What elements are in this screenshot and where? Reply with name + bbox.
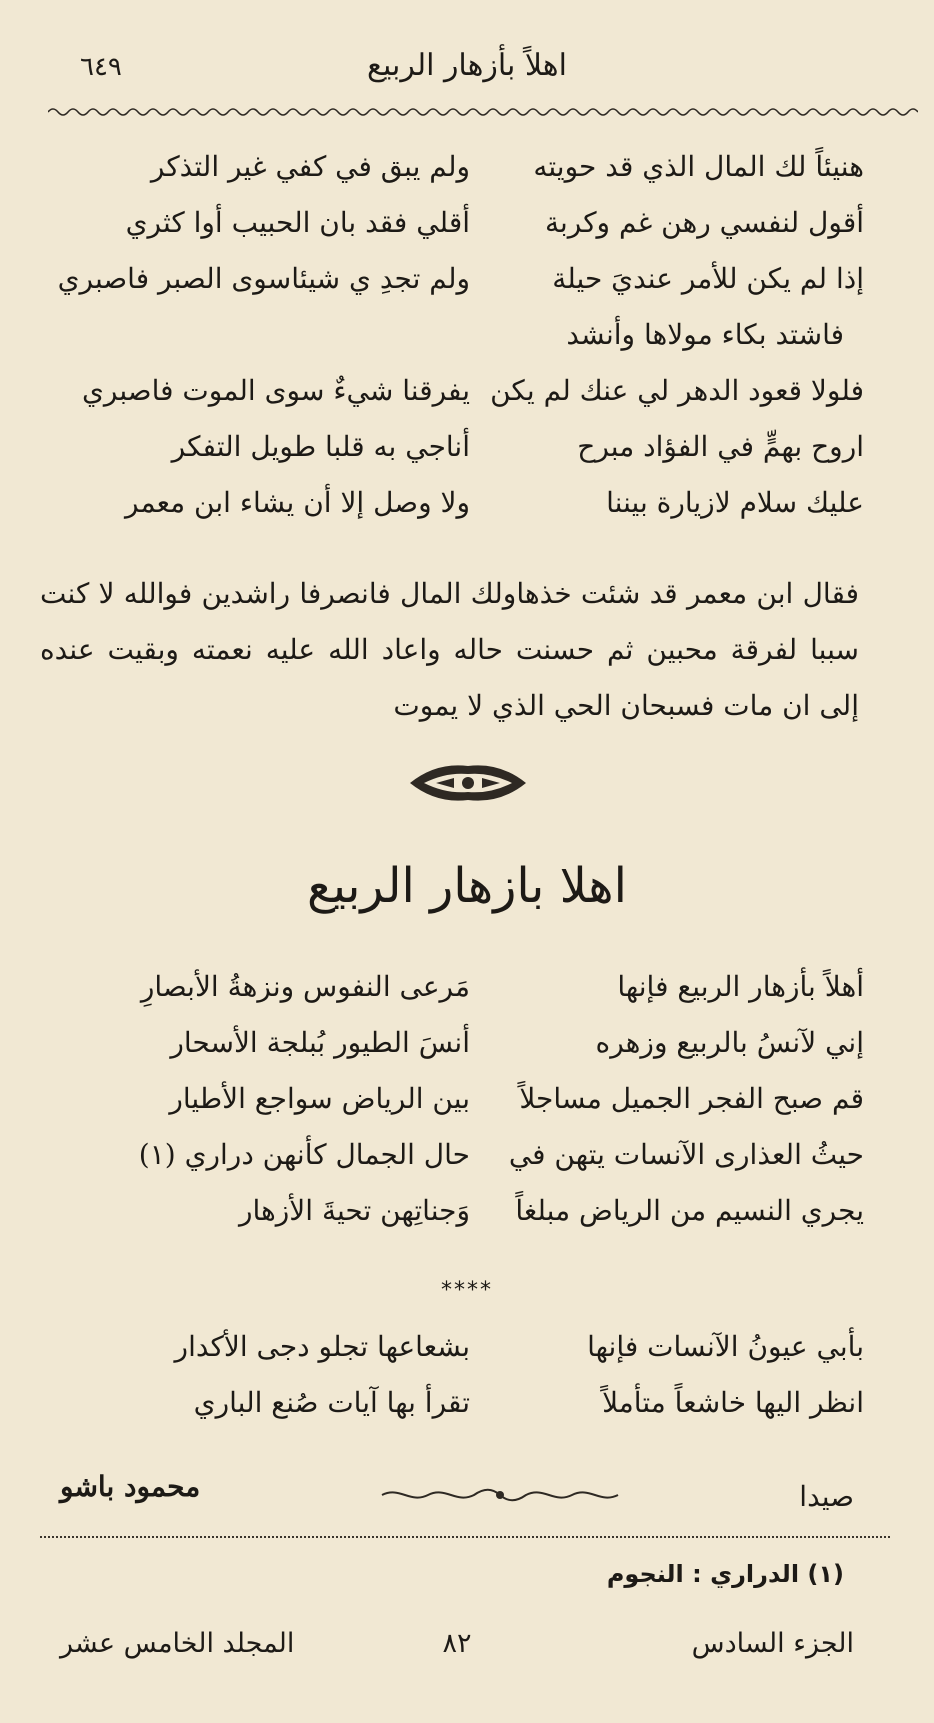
verse — [70, 150, 864, 206]
hemistich-right: فلولا قعود الدهر لي عنك لم يكن — [490, 374, 864, 407]
signature-row — [60, 1470, 854, 1516]
page-footer — [60, 1628, 854, 1668]
poem-spring — [70, 970, 864, 1250]
flourish-ornament — [380, 1484, 620, 1506]
hemistich-right: انظر اليها خاشعاً متأملاً — [602, 1386, 864, 1419]
hemistich-left: ولم تجدِ ي شيئاسوى الصبر فاصبري — [57, 262, 470, 295]
verse — [70, 1386, 864, 1442]
hemistich-right: بأبي عيونُ الآنسات فإنها — [587, 1330, 864, 1363]
hemistich-left: تقرأ بها آيات صُنع الباري — [193, 1386, 470, 1419]
hemistich-left: حال الجمال كأنهن دراري (١) — [138, 1138, 470, 1171]
hemistich-right: إذا لم يكن للأمر عنديَ حيلة — [552, 262, 864, 295]
prose-line — [70, 318, 864, 374]
wavy-rule — [48, 104, 918, 120]
hemistich-right: حيثُ العذارى الآنسات يتهن في — [508, 1138, 864, 1171]
footnote: (١) الدراري : النجوم — [606, 1560, 844, 1588]
footer-part: الجزء السادس — [691, 1628, 854, 1659]
hemistich-right: يجري النسيم من الرياض مبلغاً — [515, 1194, 864, 1227]
verse — [70, 486, 864, 542]
dotted-rule — [40, 1536, 890, 1538]
hemistich-left: وَجناتِهن تحيةَ الأزهار — [238, 1194, 470, 1227]
footer-issue-number: ٨٢ — [442, 1628, 472, 1659]
running-title: اهلاً بأزهار الربيع — [367, 48, 567, 83]
running-header — [50, 40, 884, 90]
hemistich-left: أناجي به قلبا طويل التفكر — [171, 430, 470, 463]
section-heading: اهلا بازهار الربيع — [307, 858, 627, 914]
hemistich-right: اروح بهمٍّ في الفؤاد مبرح — [577, 430, 864, 463]
hemistich-left: أنسَ الطيور بُبلجة الأسحار — [170, 1026, 470, 1059]
hemistich-left: يفرقنا شيءٌ سوى الموت فاصبري — [81, 374, 470, 407]
verse — [70, 1138, 864, 1194]
hemistich-right: أقول لنفسي رهن غم وكربة — [544, 206, 864, 239]
verse — [70, 1082, 864, 1138]
poem-top — [57, 150, 864, 542]
hemistich-left: ولا وصل إلا أن يشاء ابن معمر — [125, 486, 470, 519]
narration-line: فاشتد بكاء مولاها وأنشد — [566, 318, 844, 351]
verse — [70, 1194, 864, 1250]
verse — [57, 262, 864, 318]
verse — [70, 206, 864, 262]
signature-place: صيدا — [799, 1480, 854, 1513]
hemistich-left: بين الرياض سواجع الأطيار — [169, 1082, 470, 1115]
prose-paragraph: فقال ابن معمر قد شئت خذهاولك المال فانصرفا راشدين فوالله لا كنت سببا لفرقة محبين ثم حسنت حاله واعاد الله عليه نعمته وبقيت عنده إلى ان مات فسبحان الحي الذي لا يموت — [40, 577, 859, 722]
hemistich-left: ولم يبق في كفي غير التذكر — [150, 150, 470, 183]
hemistich-right: عليك سلام لازيارة بيننا — [606, 486, 864, 519]
signature-author: محمود باشو — [60, 1470, 201, 1503]
verse — [70, 1026, 864, 1082]
hemistich-right: قم صبح الفجر الجميل مساجلاً — [519, 1082, 864, 1115]
verse — [70, 374, 864, 430]
hemistich-right: إني لآنسُ بالربيع وزهره — [595, 1026, 864, 1059]
stars-separator: **** — [441, 1278, 493, 1303]
page-number: ٦٤٩ — [80, 52, 122, 82]
verse — [70, 430, 864, 486]
hemistich-left: أقلي فقد بان الحبيب أوا كثري — [125, 206, 470, 239]
poem-end — [70, 1330, 864, 1442]
hemistich-left: بشعاعها تجلو دجى الأكدار — [174, 1330, 470, 1363]
hemistich-right: أهلاً بأزهار الربيع فإنها — [617, 970, 864, 1003]
hemistich-right: هنيئاً لك المال الذي قد حويته — [533, 150, 864, 183]
hemistich-left: مَرعى النفوس ونزهةُ الأبصارِ — [140, 970, 470, 1003]
footer-volume: المجلد الخامس عشر — [60, 1628, 295, 1659]
ornament-divider — [406, 758, 530, 808]
verse — [70, 1330, 864, 1386]
verse — [70, 970, 864, 1026]
